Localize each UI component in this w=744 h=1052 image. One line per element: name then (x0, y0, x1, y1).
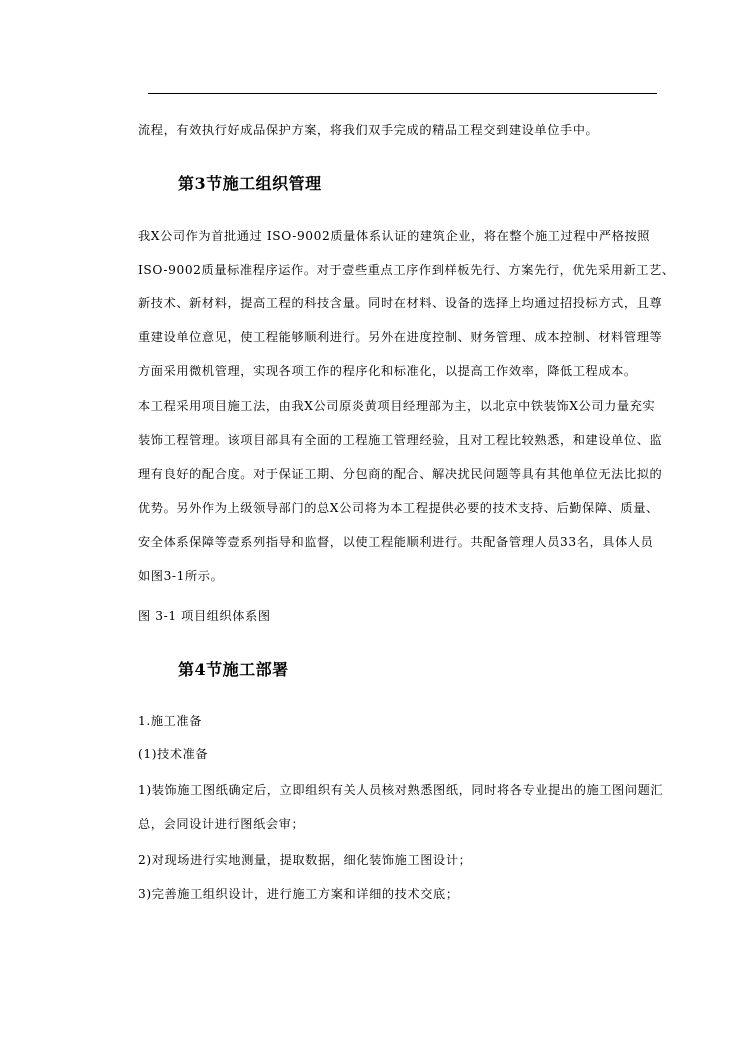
section-3-para1-line: ISO-9002质量标准程序运作。对于壹些重点工序作到样板先行、方案先行，优先采用新工艺、 (138, 263, 675, 277)
section-4-step-line: 2)对现场进行实地测量，提取数据，细化装饰施工图设计； (138, 853, 472, 867)
section-3-heading: 第3节施工组织管理 (178, 174, 322, 193)
section-3-para2-line: 装饰工程管理。该项目部具有全面的工程施工管理经验，且对工程比较熟悉，和建设单位、监 (138, 433, 663, 447)
section-4-step-line: 总，会同设计进行图纸会审； (138, 817, 305, 831)
section-3-para2-line: 优势。另外作为上级领导部门的总X公司将为本工程提供必要的技术支持、后勤保障、质量、 (138, 501, 659, 515)
section-4-step-line: 3)完善施工组织设计，进行施工方案和详细的技术交底； (138, 887, 459, 901)
section-3-para2-line: 理有良好的配合度。对于保证工期、分包商的配合、解决扰民问题等具有其他单位无法比拟的 (138, 467, 663, 481)
header-rule (148, 93, 657, 94)
section-4-subitem: (1)技术准备 (138, 747, 209, 761)
section-3-para2-line: 如图3-1所示。 (138, 569, 224, 583)
section-3-para1-line: 我X公司作为首批通过 ISO-9002质量体系认证的建筑企业，将在整个施工过程中严格按照 (138, 229, 651, 243)
section-3-para1-line: 新技术、新材料，提高工程的科技含量。同时在材料、设备的选择上均通过招投标方式，且尊 (138, 296, 663, 310)
section-3-para1-line: 重建设单位意见，使工程能够顺利进行。另外在进度控制、财务管理、成本控制、材料管理等 (138, 330, 663, 344)
figure-caption: 图 3-1 项目组织体系图 (138, 609, 271, 623)
section-4-step-line: 1)装饰施工图纸确定后，立即组织有关人员核对熟悉图纸，同时将各专业提出的施工图问题汇 (138, 783, 664, 797)
section-3-para2-line: 安全体系保障等壹系列指导和监督，以使工程能顺利进行。共配备管理人员33名，具体人员 (138, 535, 654, 549)
section-3-para1-line: 方面采用微机管理，实现各项工作的程序化和标准化，以提高工作效率，降低工程成本。 (138, 364, 637, 378)
section-4-heading: 第4节施工部署 (178, 660, 289, 679)
section-3-para2-line: 本工程采用项目施工法，由我X公司原炎黄项目经理部为主，以北京中铁装饰X公司力量充实 (138, 399, 656, 413)
section-4-item: 1.施工准备 (138, 714, 202, 728)
intro-line: 流程，有效执行好成品保护方案，将我们双手完成的精品工程交到建设单位手中。 (138, 123, 599, 137)
